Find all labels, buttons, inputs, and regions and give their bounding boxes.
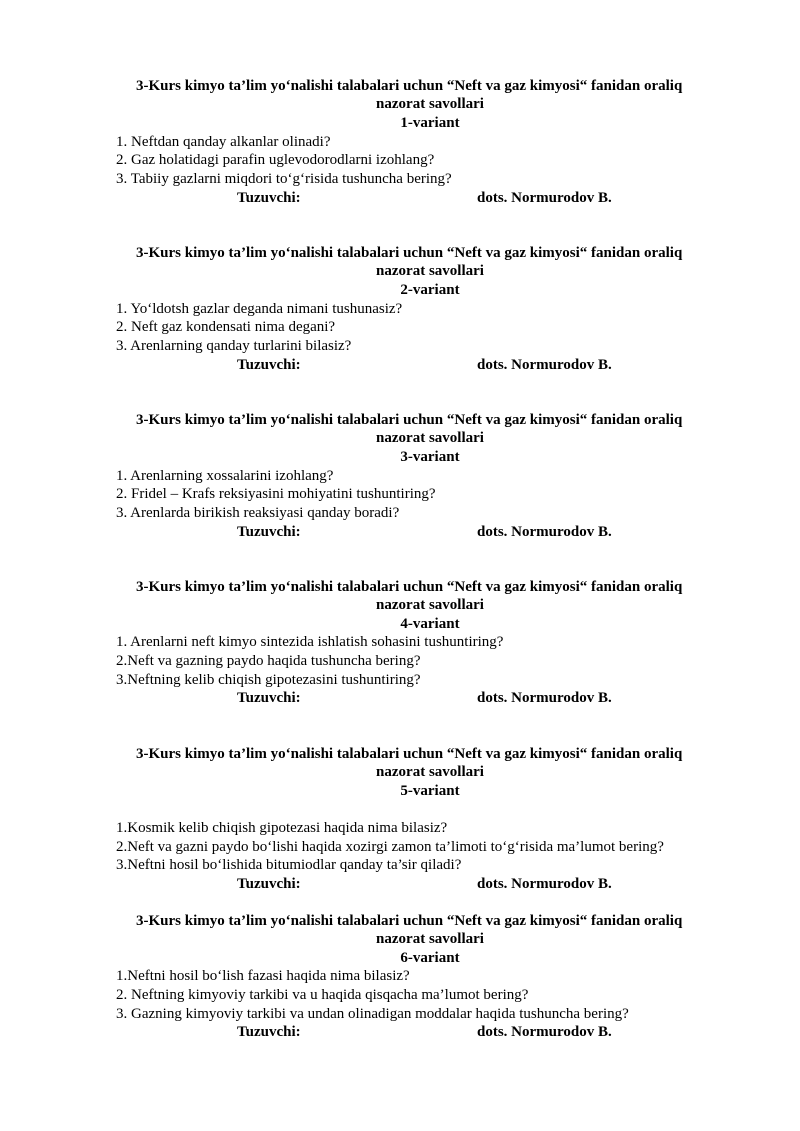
question-1: 1.Neftni hosil bo‘lish fazasi haqida nima bilasiz? xyxy=(116,968,410,984)
author-label: Tuzuvchi: xyxy=(237,690,301,706)
author-name: dots. Normurodov B. xyxy=(477,524,612,540)
header-subtitle: nazorat savollari xyxy=(376,96,484,112)
question-3: 3. Arenlarda birikish reaksiyasi qanday boradi? xyxy=(116,505,400,521)
author-label: Tuzuvchi: xyxy=(237,190,301,206)
question-2: 2. Fridel – Krafs reksiyasini mohiyatini tushuntiring? xyxy=(116,486,436,502)
question-1: 1. Neftdan qanday alkanlar olinadi? xyxy=(116,134,331,150)
question-2: 2.Neft va gazni paydo bo‘lishi haqida xozirgi zamon ta’limoti to‘g‘risida ma’lumot bering? xyxy=(116,839,664,855)
question-1: 1.Kosmik kelib chiqish gipotezasi haqida nima bilasiz? xyxy=(116,820,448,836)
author-name: dots. Normurodov B. xyxy=(477,876,612,892)
header-subtitle: nazorat savollari xyxy=(376,430,484,446)
question-3: 3.Neftning kelib chiqish gipotezasini tushuntiring? xyxy=(116,672,421,688)
question-1: 1. Arenlarni neft kimyo sintezida ishlatish sohasini tushuntiring? xyxy=(116,634,504,650)
variant-title: 3-variant xyxy=(400,449,460,465)
header-title: 3-Kurs kimyo ta’lim yo‘nalishi talabalari uchun “Neft va gaz kimyosi“ fanidan oraliq xyxy=(136,913,683,929)
question-2: 2. Neftning kimyoviy tarkibi va u haqida qisqacha ma’lumot bering? xyxy=(116,987,529,1003)
variant-title: 5-variant xyxy=(400,783,460,799)
header-title: 3-Kurs kimyo ta’lim yo‘nalishi talabalari uchun “Neft va gaz kimyosi“ fanidan oraliq xyxy=(136,78,683,94)
variant-title: 2-variant xyxy=(400,282,460,298)
author-label: Tuzuvchi: xyxy=(237,357,301,373)
header-subtitle: nazorat savollari xyxy=(376,931,484,947)
variant-title: 6-variant xyxy=(400,950,460,966)
author-name: dots. Normurodov B. xyxy=(477,190,612,206)
question-1: 1. Arenlarning xossalarini izohlang? xyxy=(116,468,334,484)
question-2: 2. Neft gaz kondensati nima degani? xyxy=(116,319,336,335)
header-title: 3-Kurs kimyo ta’lim yo‘nalishi talabalari uchun “Neft va gaz kimyosi“ fanidan oraliq xyxy=(136,412,683,428)
author-name: dots. Normurodov B. xyxy=(477,690,612,706)
author-name: dots. Normurodov B. xyxy=(477,357,612,373)
question-2: 2. Gaz holatidagi parafin uglevodorodlarni izohlang? xyxy=(116,152,435,168)
question-3: 3.Neftni hosil bo‘lishida bitumiodlar qanday ta’sir qiladi? xyxy=(116,857,462,873)
question-3: 3. Arenlarning qanday turlarini bilasiz? xyxy=(116,338,352,354)
header-title: 3-Kurs kimyo ta’lim yo‘nalishi talabalari uchun “Neft va gaz kimyosi“ fanidan oraliq xyxy=(136,579,683,595)
question-2: 2.Neft va gazning paydo haqida tushuncha bering? xyxy=(116,653,421,669)
question-3: 3. Gazning kimyoviy tarkibi va undan olinadigan moddalar haqida tushuncha bering? xyxy=(116,1006,629,1022)
header-title: 3-Kurs kimyo ta’lim yo‘nalishi talabalari uchun “Neft va gaz kimyosi“ fanidan oraliq xyxy=(136,746,683,762)
author-name: dots. Normurodov B. xyxy=(477,1024,612,1040)
author-label: Tuzuvchi: xyxy=(237,1024,301,1040)
header-title: 3-Kurs kimyo ta’lim yo‘nalishi talabalari uchun “Neft va gaz kimyosi“ fanidan oraliq xyxy=(136,245,683,261)
header-subtitle: nazorat savollari xyxy=(376,597,484,613)
header-subtitle: nazorat savollari xyxy=(376,764,484,780)
header-subtitle: nazorat savollari xyxy=(376,263,484,279)
author-label: Tuzuvchi: xyxy=(237,876,301,892)
question-3: 3. Tabiiy gazlarni miqdori to‘g‘risida tushuncha bering? xyxy=(116,171,452,187)
variant-title: 4-variant xyxy=(400,616,460,632)
author-label: Tuzuvchi: xyxy=(237,524,301,540)
variant-title: 1-variant xyxy=(400,115,460,131)
question-1: 1. Yo‘ldotsh gazlar deganda nimani tushunasiz? xyxy=(116,301,403,317)
